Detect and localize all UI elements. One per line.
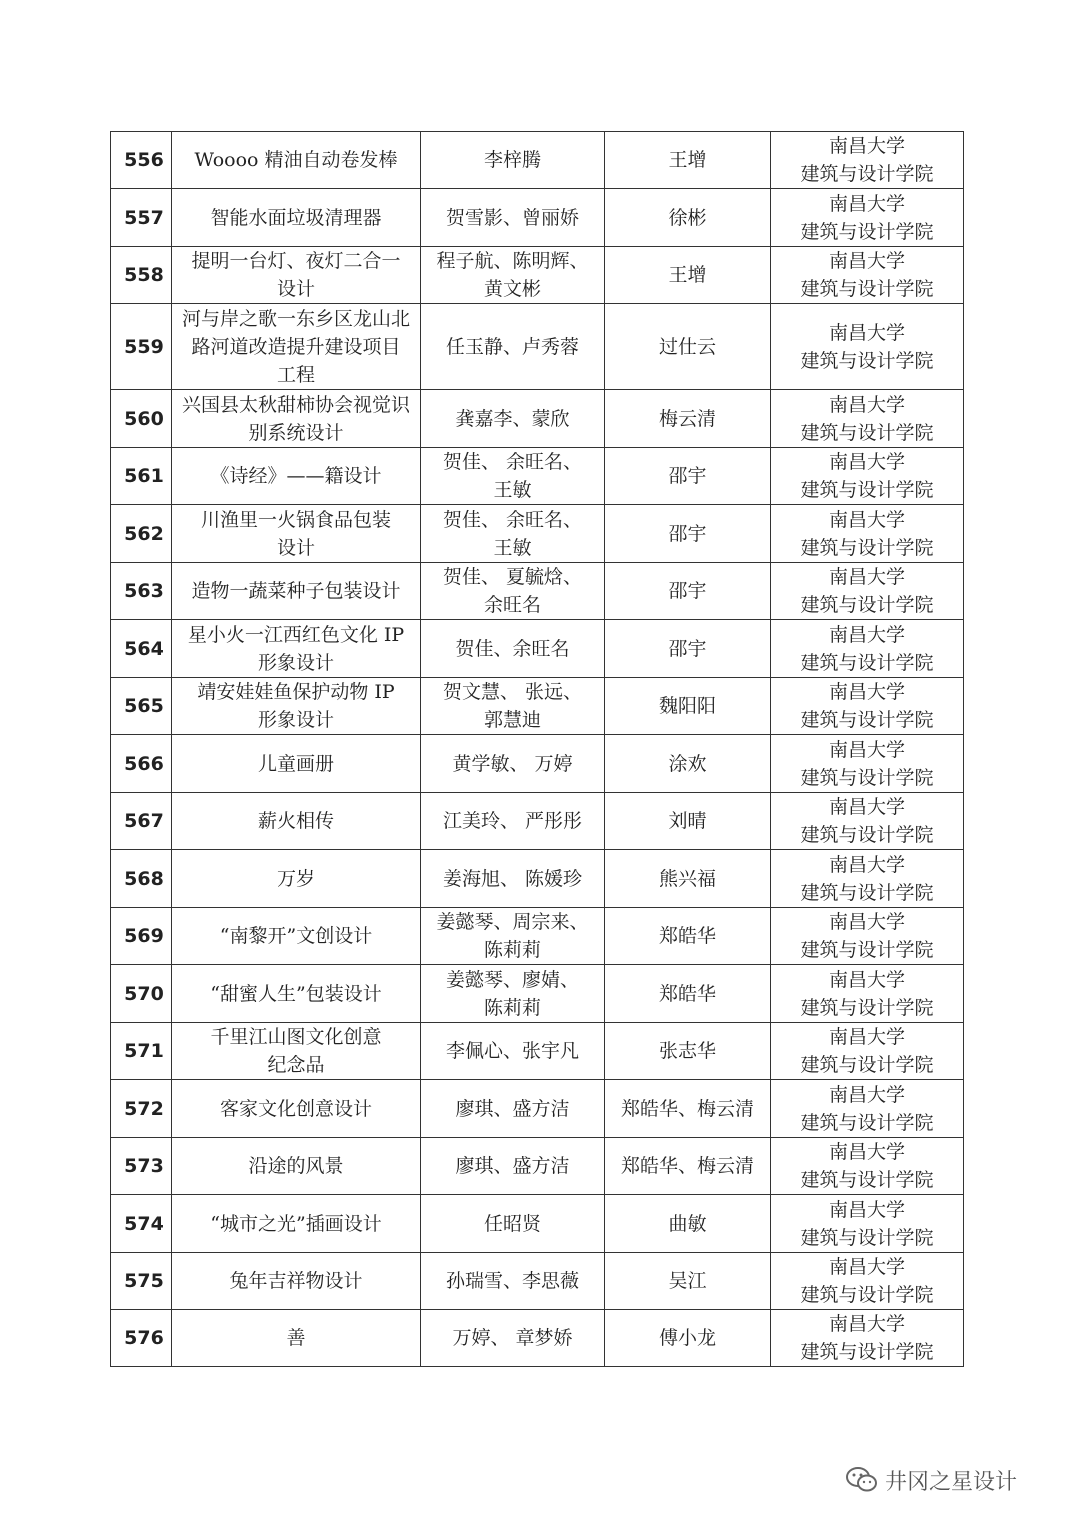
school: [771, 247, 964, 304]
table-row: [111, 189, 964, 247]
table-row: [111, 1138, 964, 1195]
authors: [421, 132, 605, 189]
work-title-line: 善: [286, 1327, 306, 1349]
entry-number: [111, 563, 172, 620]
school-line: 南昌大学: [828, 796, 905, 818]
authors-line: 姜懿琴、廖婧、: [445, 968, 579, 991]
work-title-line: 工程: [276, 363, 315, 386]
advisor: 徐彬: [605, 189, 771, 247]
work-title: [172, 132, 421, 189]
school-line: 南昌大学: [828, 135, 905, 157]
table-row: [111, 620, 964, 678]
work-title-line: 沿途的风景: [248, 1155, 344, 1177]
advisor: 梅云清: [605, 390, 771, 448]
table-row: [111, 1023, 964, 1080]
advisor: 郑皓华、梅云清: [605, 1138, 771, 1195]
authors: [421, 563, 605, 620]
school: [771, 132, 964, 189]
entry-number: [111, 189, 172, 247]
work-title-line: 路河道改造提升建设项目: [191, 335, 401, 358]
school-line: 南昌大学: [828, 1026, 905, 1048]
entry-number-text: 563: [124, 580, 164, 602]
table-row: [111, 1195, 964, 1253]
authors: [421, 620, 605, 678]
work-title: [172, 1023, 421, 1080]
work-title-line: 客家文化创意设计: [219, 1097, 372, 1120]
authors-line: 任玉静、卢秀蓉: [445, 335, 579, 358]
table-row: [111, 678, 964, 735]
school-line: 建筑与设计学院: [800, 536, 934, 559]
authors-line: 江美玲、 严彤彤: [442, 810, 583, 832]
work-title: [172, 850, 421, 908]
work-title: [172, 189, 421, 247]
authors-line: 任昭贤: [483, 1212, 541, 1235]
authors: [421, 189, 605, 247]
school-line: 建筑与设计学院: [800, 709, 934, 731]
authors: [421, 1253, 605, 1310]
entry-number: [111, 735, 172, 793]
school: [771, 189, 964, 247]
entry-number: [111, 1023, 172, 1080]
table-body: [111, 132, 964, 1367]
school-line: 南昌大学: [828, 681, 905, 703]
authors: [421, 735, 605, 793]
authors: [421, 505, 605, 563]
table-row: [111, 505, 964, 563]
authors-line: 王敏: [493, 536, 532, 559]
school-line: 南昌大学: [828, 853, 905, 876]
work-title: [172, 448, 421, 505]
school: [771, 1138, 964, 1195]
school: [771, 678, 964, 735]
advisor: 王增: [605, 132, 771, 189]
work-title-line: “城市之光”插画设计: [210, 1212, 382, 1235]
entry-number-text: 566: [124, 752, 164, 775]
table-row: [111, 304, 964, 390]
authors: [421, 247, 605, 304]
entry-number: [111, 1195, 172, 1253]
entry-number-text: 560: [124, 407, 164, 430]
entry-number-text: 568: [124, 867, 164, 890]
entry-number: [111, 793, 172, 850]
authors-line: 程子航、陈明辉、: [436, 250, 589, 272]
work-title: [172, 1195, 421, 1253]
school-line: 南昌大学: [828, 1198, 905, 1221]
work-title: [172, 735, 421, 793]
school: [771, 1023, 964, 1080]
entry-number: [111, 1310, 172, 1367]
entry-number: [111, 132, 172, 189]
work-title: [172, 1138, 421, 1195]
entry-number: [111, 965, 172, 1023]
advisor: 郑皓华: [605, 965, 771, 1023]
school-line: 建筑与设计学院: [800, 1169, 934, 1191]
school-line: 建筑与设计学院: [800, 1226, 934, 1249]
school: [771, 908, 964, 965]
work-title: [172, 678, 421, 735]
authors: [421, 304, 605, 390]
work-title: [172, 1253, 421, 1310]
advisor: 熊兴福: [605, 850, 771, 908]
authors: [421, 390, 605, 448]
school: [771, 850, 964, 908]
work-title-line: 川渔里一火锅食品包装: [200, 508, 391, 531]
entry-number-text: 558: [124, 264, 164, 286]
advisor: 刘晴: [605, 793, 771, 850]
entry-number-text: 562: [124, 522, 164, 545]
school: [771, 505, 964, 563]
school: [771, 965, 964, 1023]
school-line: 建筑与设计学院: [800, 1341, 934, 1363]
advisor: 曲敏: [605, 1195, 771, 1253]
table-row: [111, 1080, 964, 1138]
school-line: 建筑与设计学院: [800, 651, 934, 674]
entry-number: [111, 448, 172, 505]
school-line: 南昌大学: [828, 250, 905, 272]
watermark-text: 井冈之星设计: [885, 1469, 1018, 1495]
school-line: 建筑与设计学院: [800, 1284, 934, 1306]
work-title: [172, 620, 421, 678]
table-row: [111, 132, 964, 189]
advisor: 郑皓华、梅云清: [605, 1080, 771, 1138]
work-title: [172, 1310, 421, 1367]
entry-number: [111, 390, 172, 448]
authors: [421, 850, 605, 908]
work-title-line: 兔年吉祥物设计: [229, 1270, 363, 1292]
watermark: [845, 1466, 1017, 1494]
authors-line: 贺佳、 余旺名、: [442, 451, 583, 473]
entry-number: [111, 304, 172, 390]
work-title-line: 造物一蔬菜种子包装设计: [191, 580, 401, 602]
entry-number-text: 564: [124, 637, 164, 660]
authors-line: 贺雪影、曾丽娇: [445, 206, 579, 229]
work-title-line: 河与岸之歌一东乡区龙山北: [181, 307, 410, 330]
authors: [421, 1023, 605, 1080]
entry-number-text: 567: [124, 810, 164, 832]
work-title-line: 兴国县太秋甜柿协会视觉识: [181, 393, 410, 416]
entry-number: [111, 678, 172, 735]
advisor: 魏阳阳: [605, 678, 771, 735]
authors-line: 廖琪、盛方洁: [455, 1097, 570, 1120]
work-title: [172, 304, 421, 390]
entry-number-text: 575: [124, 1270, 164, 1292]
school: [771, 390, 964, 448]
authors-line: 黄文彬: [483, 278, 541, 300]
authors-line: 贺佳、余旺名: [455, 637, 570, 660]
authors: [421, 1310, 605, 1367]
school: [771, 1080, 964, 1138]
work-title-line: 设计: [276, 278, 315, 300]
school-line: 建筑与设计学院: [800, 1111, 934, 1134]
table-row: [111, 1253, 964, 1310]
authors: [421, 965, 605, 1023]
school-line: 建筑与设计学院: [800, 996, 934, 1019]
table-row: [111, 1310, 964, 1367]
work-title: [172, 965, 421, 1023]
entry-number: [111, 247, 172, 304]
school-line: 南昌大学: [828, 623, 905, 646]
advisor: 张志华: [605, 1023, 771, 1080]
authors-line: 余旺名: [483, 594, 541, 616]
school: [771, 620, 964, 678]
school-line: 建筑与设计学院: [800, 824, 934, 846]
entry-number: [111, 1080, 172, 1138]
authors: [421, 908, 605, 965]
school-line: 南昌大学: [828, 1256, 905, 1278]
school-line: 南昌大学: [828, 321, 905, 344]
work-title-line: 星小火一江西红色文化 IP: [187, 623, 405, 646]
school-line: 建筑与设计学院: [800, 220, 934, 243]
work-title-line: 形象设计: [257, 651, 334, 674]
school-line: 建筑与设计学院: [800, 479, 934, 501]
table-row: [111, 908, 964, 965]
school-line: 建筑与设计学院: [800, 163, 934, 185]
school-line: 建筑与设计学院: [800, 349, 934, 372]
advisor: 吴江: [605, 1253, 771, 1310]
work-title-line: 智能水面垃圾清理器: [210, 206, 382, 229]
work-title-line: 形象设计: [257, 709, 334, 731]
entry-number-text: 576: [124, 1327, 164, 1349]
school-line: 南昌大学: [828, 1141, 905, 1163]
school: [771, 793, 964, 850]
authors-line: 李佩心、张宇凡: [445, 1040, 579, 1062]
school-line: 建筑与设计学院: [800, 1054, 934, 1076]
school-line: 建筑与设计学院: [800, 881, 934, 904]
work-title-line: 薪火相传: [257, 810, 334, 832]
authors-line: 姜海旭、 陈媛珍: [442, 867, 583, 890]
school-line: 南昌大学: [828, 911, 905, 933]
authors-line: 孙瑞雪、李思薇: [445, 1270, 579, 1292]
work-title-line: 儿童画册: [257, 752, 334, 775]
advisor: 涂欢: [605, 735, 771, 793]
school-line: 南昌大学: [828, 1313, 905, 1335]
school-line: 南昌大学: [828, 968, 905, 991]
school: [771, 735, 964, 793]
advisor: 邵宇: [605, 620, 771, 678]
work-title-line: 设计: [276, 536, 315, 559]
entry-number-text: 571: [124, 1040, 164, 1062]
entry-number-text: 570: [124, 982, 164, 1005]
school-line: 建筑与设计学院: [800, 594, 934, 616]
entry-number: [111, 505, 172, 563]
table-row: [111, 448, 964, 505]
school-line: 建筑与设计学院: [800, 766, 934, 789]
authors-line: 黄学敏、 万婷: [452, 752, 573, 775]
advisor: 过仕云: [605, 304, 771, 390]
work-title-line: 万岁: [276, 867, 315, 890]
authors-line: 李梓腾: [483, 149, 541, 171]
table-row: [111, 965, 964, 1023]
work-title: [172, 390, 421, 448]
authors: [421, 1080, 605, 1138]
work-title-line: 提明一台灯、夜灯二合一: [191, 250, 401, 272]
entry-number: [111, 908, 172, 965]
table-row: [111, 850, 964, 908]
school-line: 南昌大学: [828, 1083, 905, 1106]
school: [771, 304, 964, 390]
school-line: 南昌大学: [828, 508, 905, 531]
authors-line: 贺佳、 余旺名、: [442, 508, 583, 531]
authors-line: 陈莉莉: [483, 939, 541, 961]
work-title: [172, 247, 421, 304]
table-row: [111, 735, 964, 793]
wechat-icon: [845, 1466, 879, 1494]
work-title-line: “甜蜜人生”包装设计: [210, 982, 382, 1005]
work-title-line: “南黎开”文创设计: [219, 925, 373, 947]
work-title: [172, 793, 421, 850]
entry-number-text: 559: [124, 335, 164, 358]
school-line: 建筑与设计学院: [800, 421, 934, 444]
authors-line: 郭慧迪: [483, 709, 541, 731]
school-line: 建筑与设计学院: [800, 939, 934, 961]
table-row: [111, 563, 964, 620]
entry-number-text: 556: [124, 149, 164, 171]
entry-number-text: 573: [124, 1155, 164, 1177]
authors-line: 龚嘉李、蒙欣: [455, 407, 570, 430]
work-title-line: 《诗经》——籍设计: [210, 465, 382, 487]
work-title-line: 靖安娃娃鱼保护动物 IP: [197, 681, 395, 703]
work-title: [172, 505, 421, 563]
work-title: [172, 1080, 421, 1138]
entry-number-text: 569: [124, 925, 164, 947]
school-line: 建筑与设计学院: [800, 278, 934, 300]
authors-line: 陈莉莉: [483, 996, 541, 1019]
authors: [421, 793, 605, 850]
authors-line: 贺文慧、 张远、: [442, 681, 583, 703]
advisor: 邵宇: [605, 448, 771, 505]
entry-number-text: 574: [124, 1212, 164, 1235]
work-title: [172, 563, 421, 620]
authors-line: 廖琪、盛方洁: [455, 1155, 570, 1177]
school-line: 南昌大学: [828, 393, 905, 416]
work-title-line: 别系统设计: [248, 421, 344, 444]
table-row: [111, 390, 964, 448]
work-title: [172, 908, 421, 965]
authors-line: 王敏: [493, 479, 532, 501]
authors: [421, 1195, 605, 1253]
authors: [421, 448, 605, 505]
advisor: 郑皓华: [605, 908, 771, 965]
school: [771, 448, 964, 505]
entry-number-text: 572: [124, 1097, 164, 1120]
school: [771, 563, 964, 620]
work-title-line: Woooo 精油自动卷发棒: [194, 149, 398, 171]
school-line: 南昌大学: [828, 738, 905, 761]
entry-number: [111, 1253, 172, 1310]
entry-number-text: 561: [124, 465, 164, 487]
entry-number: [111, 1138, 172, 1195]
authors-line: 姜懿琴、周宗来、: [436, 911, 589, 933]
work-title-line: 千里江山图文化创意: [210, 1026, 382, 1048]
table-row: [111, 247, 964, 304]
school-line: 南昌大学: [828, 451, 905, 473]
authors-line: 万婷、 章梦娇: [452, 1327, 573, 1349]
school: [771, 1195, 964, 1253]
authors-line: 贺佳、 夏毓焓、: [442, 566, 583, 588]
advisor: 王增: [605, 247, 771, 304]
school: [771, 1310, 964, 1367]
advisor: 傅小龙: [605, 1310, 771, 1367]
advisor: 邵宇: [605, 505, 771, 563]
table-row: [111, 793, 964, 850]
advisor: 邵宇: [605, 563, 771, 620]
authors: [421, 678, 605, 735]
school-line: 南昌大学: [828, 192, 905, 215]
school-line: 南昌大学: [828, 566, 905, 588]
entry-number: [111, 850, 172, 908]
entry-number-text: 565: [124, 695, 164, 717]
school: [771, 1253, 964, 1310]
entry-number: [111, 620, 172, 678]
award-list-table: [110, 131, 964, 1367]
entry-number-text: 557: [124, 206, 164, 229]
authors: [421, 1138, 605, 1195]
work-title-line: 纪念品: [267, 1054, 325, 1076]
